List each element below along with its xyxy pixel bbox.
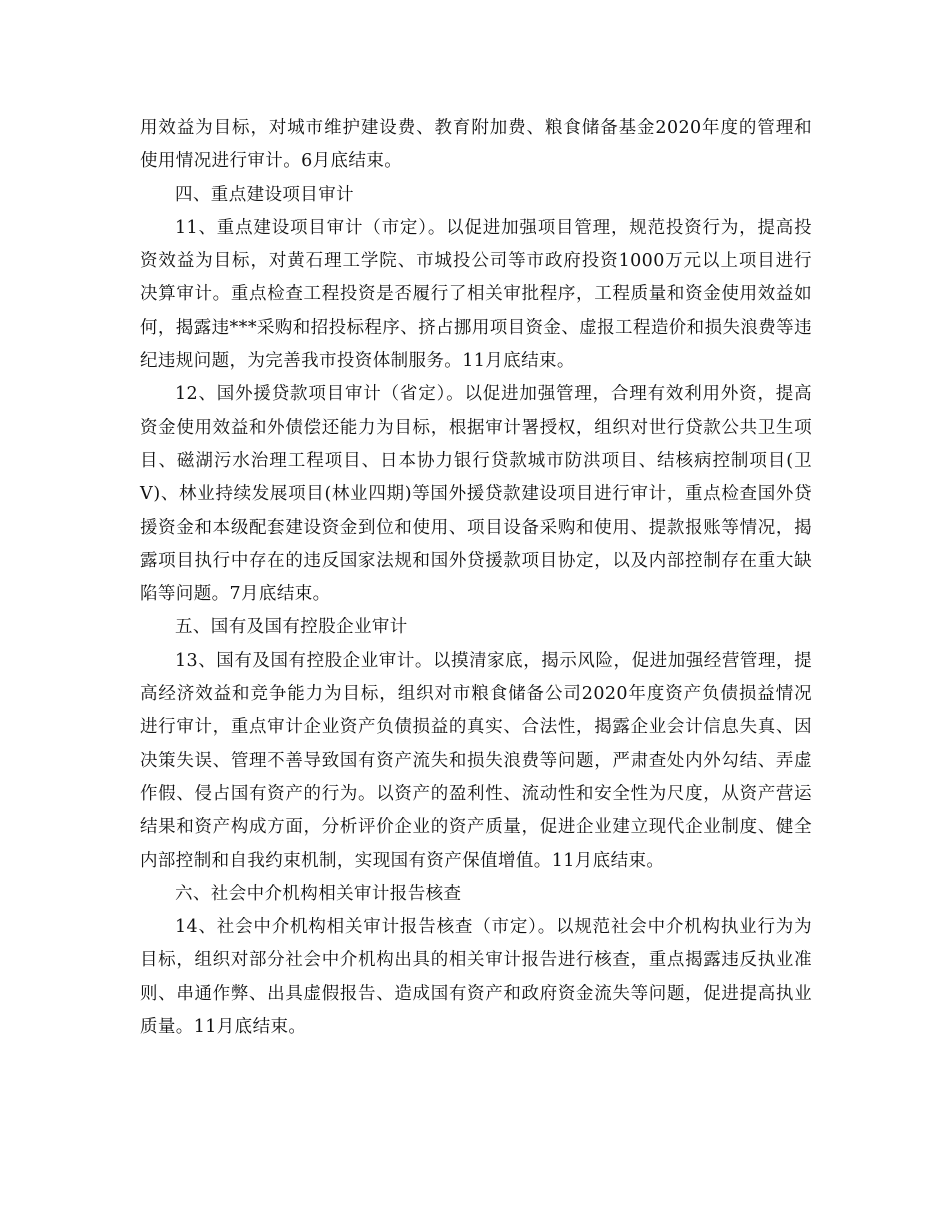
paragraph-item-12: 12、国外援贷款项目审计（省定）。以促进加强管理，合理有效利用外资，提高资金使用效益和外债偿还能力为目标，根据审计署授权，组织对世行贷款公共卫生项目、磁湖污水治理工程项目、日本协力银行贷款城市防洪项目、结核病控制项目(卫Ⅴ)、林业持续发展项目(林业四期)等国外援贷款建设项目进行审计，重点检查国外贷援资金和本级配套建设资金到位和使用、项目设备采购和使用、提款报账等情况，揭露项目执行中存在的违反国家法规和国外贷援款项目协定，以及内部控制存在重大缺陷等问题。7月底结束。 bbox=[140, 384, 812, 605]
section-heading-5: 五、国有及国有控股企业审计 bbox=[175, 617, 408, 638]
paragraph-item-11: 11、重点建设项目审计（市定）。以促进加强项目管理，规范投资行为，提高投资效益为目标，对黄石理工学院、市城投公司等市政府投资1000万元以上项目进行决算审计。重点检查工程投资是否履行了相关审批程序，工程质量和资金使用效益如何，揭露违***采购和招投标程序、挤占挪用项目资金、虚报工程造价和损失浪费等违纪违规问题，为完善我市投资体制服务。11月底结束。 bbox=[140, 217, 812, 372]
paragraph-continued: 用效益为目标，对城市维护建设费、教育附加费、粮食储备基金2020年度的管理和使用情况进行审计。6月底结束。 bbox=[140, 118, 812, 172]
paragraph-item-14: 14、社会中介机构相关审计报告核查（市定）。以规范社会中介机构执业行为为目标，组织对部分社会中介机构出具的相关审计报告进行核查，重点揭露违反执业准则、串通作弊、出具虚假报告、造成国有资产和政府资金流失等问题，促进提高执业质量。11月底结束。 bbox=[140, 917, 812, 1038]
section-heading-6: 六、社会中介机构相关审计报告核查 bbox=[175, 883, 462, 904]
document-body bbox=[140, 112, 812, 1044]
section-heading-4: 四、重点建设项目审计 bbox=[175, 184, 354, 205]
paragraph-item-13: 13、国有及国有控股企业审计。以摸清家底，揭示风险，促进加强经营管理，提高经济效益和竞争能力为目标，组织对市粮食储备公司2020年度资产负债损益情况进行审计，重点审计企业资产负债损益的真实、合法性，揭露企业会计信息失真、因决策失误、管理不善导致国有资产流失和损失浪费等问题，严肃查处内外勾结、弄虚作假、侵占国有资产的行为。以资产的盈利性、流动性和安全性为尺度，从资产营运结果和资产构成方面，分析评价企业的资产质量，促进企业建立现代企业制度、健全内部控制和自我约束机制，实现国有资产保值增值。11月底结束。 bbox=[140, 650, 812, 871]
